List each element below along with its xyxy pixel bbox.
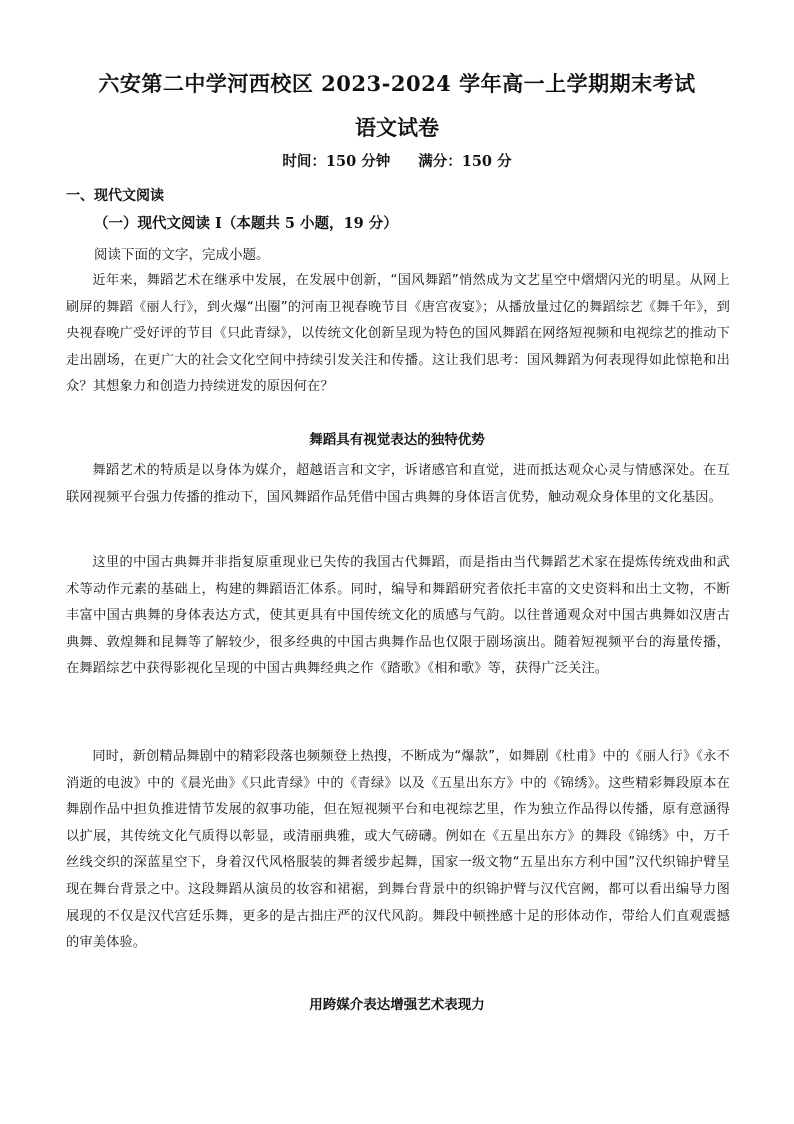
article-subheading-2: 用跨媒介表达增强艺术表现力 [309, 997, 485, 1013]
article-paragraph-1: 近年来，舞蹈艺术在继承中发展，在发展中创新，“国风舞蹈”悄然成为文艺星空中熠熠闪光的明星。从网上刷屏的舞蹈《丽人行》，到火爆“出圈”的河南卫视春晚节目《唐宫夜宴》；从播放量过亿的舞蹈综艺《舞千年》，到央视春晚广受好评的节目《只此青绿》，以传统文化创新呈现为特色的国风舞蹈在网络短视频和电视综艺的推动下走出剧场，在更广大的社会文化空间中持续引发关注和传播。这让我们思考：国风舞蹈为何表现得如此惊艳和出众？其想象力和创造力持续迸发的原因何在？ [66, 273, 730, 395]
reading-instruction: 阅读下面的文字，完成小题。 [94, 247, 270, 263]
part-heading: （一）现代文阅读 I（本题共 5 小题，19 分） [94, 215, 398, 232]
article-paragraph-2: 舞蹈艺术的特质是以身体为媒介，超越语言和文字，诉诸感官和直觉，进而抵达观众心灵与情感深处。在互联网视频平台强力传播的推动下，国风舞蹈作品凭借中国古典舞的身体语言优势，触动观众身体里的文化基因。 [66, 463, 730, 505]
exam-time: 时间：150 分钟 [282, 153, 391, 170]
article-paragraph-3: 这里的中国古典舞并非指复原重现业已失传的我国古代舞蹈，而是指由当代舞蹈艺术家在提炼传统戏曲和武术等动作元素的基础上，构建的舞蹈语汇体系。同时，编导和舞蹈研究者依托丰富的文史资料和出土文物，不断丰富中国古典舞的身体表达方式，使其更具有中国传统文化的质感与气韵。以往普通观众对中国古典舞如汉唐古典舞、敦煌舞和昆舞等了解较少，很多经典的中国古典舞作品也仅限于剧场演出。随着短视频平台的海量传播，在舞蹈综艺中获得影视化呈现的中国古典舞经典之作《踏歌》《相和歌》等，获得广泛关注。 [66, 555, 730, 677]
exam-score: 满分：150 分 [418, 153, 512, 170]
exam-info [0, 150, 794, 171]
article-paragraph-4: 同时，新创精品舞剧中的精彩段落也频频登上热搜，不断成为“爆款”，如舞剧《杜甫》中的《丽人行》《永不消逝的电波》中的《晨光曲》《只此青绿》中的《青绿》以及《五星出东方》中的《锦绣》。这些精彩舞段原本在舞剧作品中担负推进情节发展的叙事功能，但在短视频平台和电视综艺里，作为独立作品得以传播，原有意涵得以扩展，其传统文化气质得以彰显，或清丽典雅，或大气磅礴。例如在《五星出东方》的舞段《锦绣》中，万千丝线交织的深蓝星空下，身着汉代风格服装的舞者缓步起舞，国家一级文物“五星出东方利中国”汉代织锦护臂呈现在舞台背景之中。这段舞蹈从演员的妆容和裙裾，到舞台背景中的织锦护臂与汉代宫阙，都可以看出编导力图展现的不仅是汉代宫廷乐舞，更多的是古拙庄严的汉代风韵。舞段中顿挫感十足的形体动作，带给人们直观震撼的审美体验。 [66, 749, 730, 951]
exam-subtitle: 语文试卷 [355, 115, 439, 140]
section-heading: 一、现代文阅读 [66, 188, 164, 204]
article-subheading-1: 舞蹈具有视觉表达的独特优势 [309, 432, 485, 448]
exam-title: 六安第二中学河西校区 2023-2024 学年高一上学期期末考试 [98, 71, 696, 96]
